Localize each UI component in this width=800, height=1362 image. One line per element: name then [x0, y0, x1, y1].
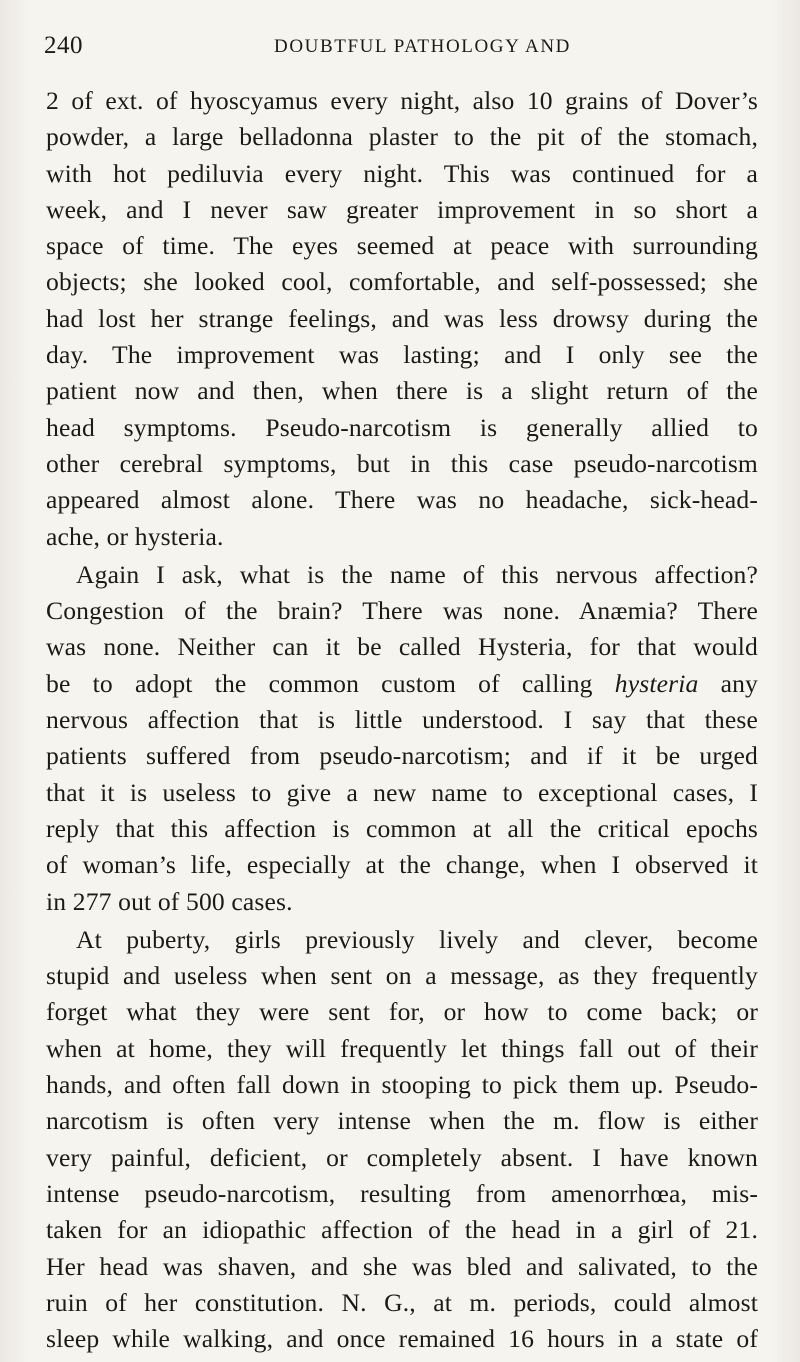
- text-line: powder, a large belladonna plaster to the pit of the stomach,: [46, 122, 758, 152]
- text-line: taken for an idiopathic affection of the head in a girl of 21.: [46, 1215, 758, 1245]
- text-line: other cerebral symptoms, but in this case pseudo-narcotism: [46, 448, 758, 478]
- text-line: hands, and often fall down in stooping to pick them up. Pseudo-: [46, 1070, 758, 1100]
- page-header: [44, 32, 760, 62]
- text-line: objects; she looked cool, comfortable, and self-possessed; she: [46, 267, 758, 297]
- text-line: Again I ask, what is the name of this nervous affection?: [76, 559, 758, 589]
- paragraph-2: [46, 557, 758, 920]
- text-segment: any: [720, 668, 758, 698]
- paragraph-3: [46, 922, 758, 1358]
- body-text: [46, 83, 758, 1357]
- text-line: 2 of ext. of hyoscyamus every night, also 10 grains of Dover’s: [46, 86, 758, 115]
- text-line: nervous affection that is little understood. I say that these: [46, 705, 758, 735]
- text-line: forget what they were sent for, or how to come back; or: [46, 997, 758, 1027]
- text-line: patients suffered from pseudo-narcotism; and if it be urged: [46, 741, 758, 771]
- running-head: DOUBTFUL PATHOLOGY AND: [274, 36, 571, 57]
- text-line: Her head was shaven, and she was bled and salivated, to the: [46, 1251, 758, 1281]
- text-line: Congestion of the brain? There was none. Anæmia? There: [46, 596, 758, 626]
- italic-word: hysteria: [614, 668, 699, 698]
- text-line: very painful, deficient, or completely absent. I have known: [46, 1142, 758, 1172]
- text-line: was none. Neither can it be called Hysteria, for that would: [46, 632, 758, 662]
- text-line: with hot pediluvia every night. This was continued for a: [46, 158, 758, 188]
- text-line: of woman’s life, especially at the change, when I observed it: [46, 850, 758, 880]
- text-line: when at home, they will frequently let things fall out of their: [46, 1033, 758, 1063]
- text-line: week, and I never saw greater improvement in so short a: [46, 194, 758, 224]
- text-segment: be to adopt the common custom of calling: [46, 668, 593, 698]
- text-line: stupid and useless when sent on a message, as they frequently: [46, 961, 758, 991]
- text-line: head symptoms. Pseudo-narcotism is generally allied to: [46, 412, 758, 442]
- text-line: that it is useless to give a new name to exceptional cases, I: [46, 777, 758, 807]
- text-line: intense pseudo-narcotism, resulting from amenorrhœa, mis-: [46, 1178, 758, 1208]
- text-line: in 277 out of 500 cases.: [46, 886, 293, 916]
- page-number: 240: [44, 32, 83, 59]
- text-line: reply that this affection is common at all the critical epochs: [46, 813, 758, 843]
- text-line: space of time. The eyes seemed at peace with surrounding: [46, 231, 758, 261]
- text-line: patient now and then, when there is a slight return of the: [46, 376, 758, 406]
- text-line: ache, or hysteria.: [46, 521, 224, 551]
- text-line: had lost her strange feelings, and was less drowsy during the: [46, 303, 758, 333]
- text-line: ruin of her constitution. N. G., at m. periods, could almost: [46, 1287, 758, 1317]
- text-line: narcotism is often very intense when the m. flow is either: [46, 1106, 758, 1136]
- text-line-with-italic: [46, 666, 758, 702]
- text-line: At puberty, girls previously lively and clever, become: [76, 924, 758, 954]
- text-line: day. The improvement was lasting; and I only see the: [46, 340, 758, 370]
- text-line: appeared almost alone. There was no headache, sick-head-: [46, 485, 758, 515]
- text-line: sleep while walking, and once remained 16 hours in a state of: [46, 1324, 758, 1354]
- paragraph-1: [46, 83, 758, 555]
